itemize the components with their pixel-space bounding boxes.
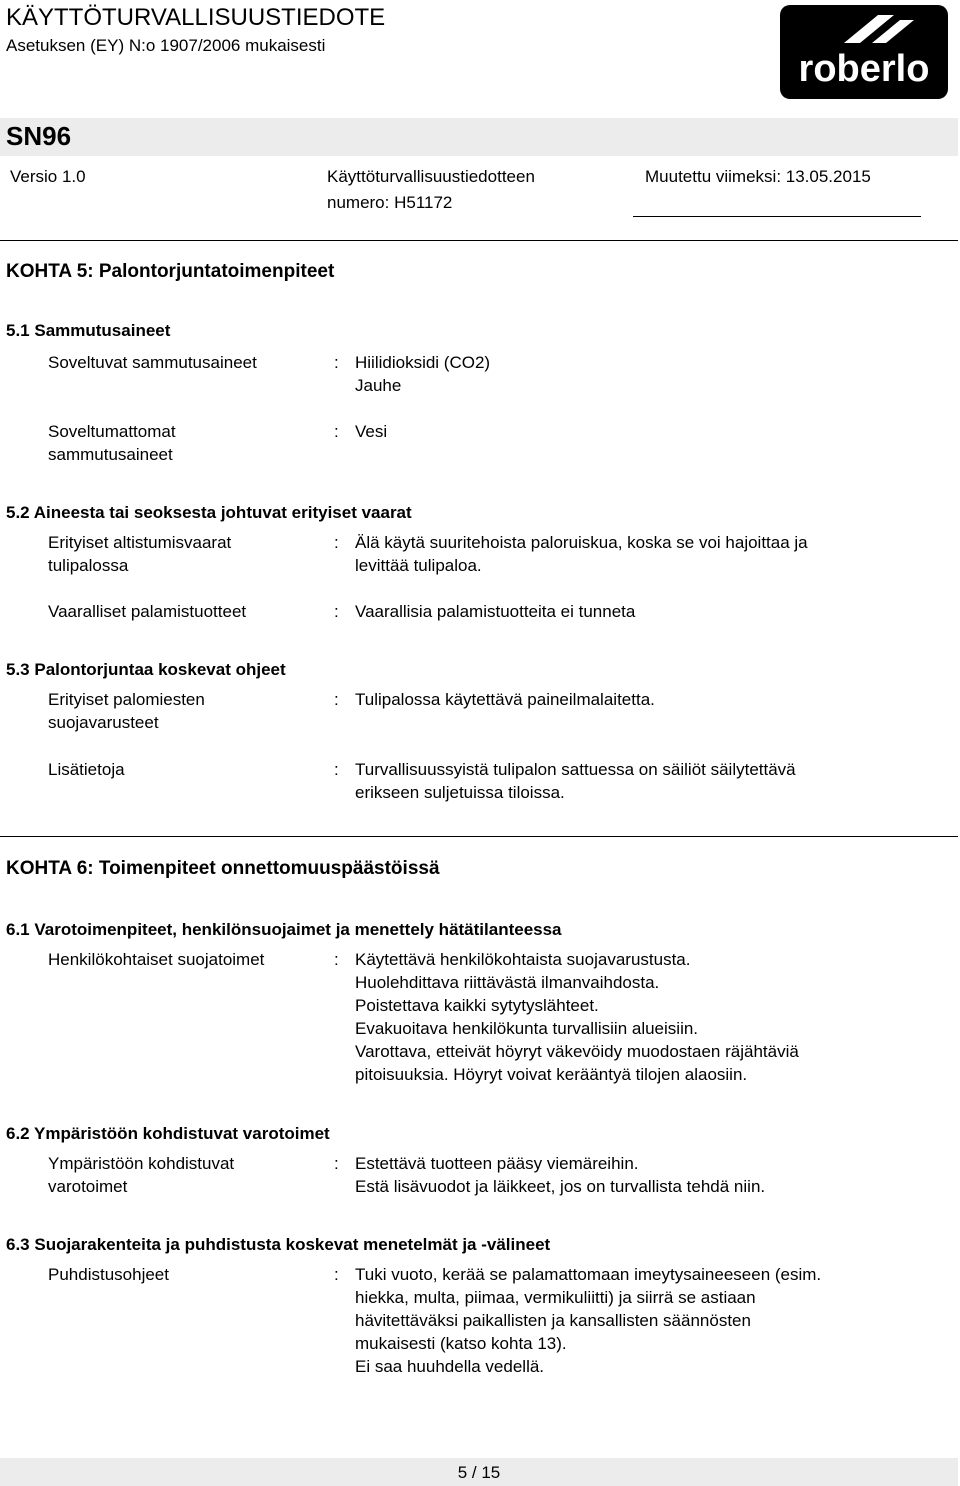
field-value-special-hazards: Älä käytä suuritehoista paloruiskua, koska se voi hajoittaa ja levittää tulipaloa. [355,533,808,575]
field-colon: : [334,533,339,552]
field-label-combustion-products: Vaaralliset palamistuotteet [48,602,247,621]
field-colon: : [334,690,339,709]
page-number: 5 / 15 [457,1463,501,1482]
header-divider [0,240,958,241]
subsection-5-2-title: 5.2 Aineesta tai seoksesta johtuvat erityiset vaarat [6,503,412,522]
field-label-cleaning-methods: Puhdistusohjeet [48,1265,169,1284]
field-colon: : [334,760,339,779]
subsection-6-2-title: 6.2 Ympäristöön kohdistuvat varotoimet [6,1124,330,1143]
document-title: KÄYTTÖTURVALLISUUSTIEDOTE [6,4,386,31]
field-value-suitable-media: Hiilidioksidi (CO2) Jauhe [355,353,491,395]
field-colon: : [334,1265,339,1284]
section-5-title: KOHTA 5: Palontorjuntatoimenpiteet [6,261,335,282]
field-label-unsuitable-media: Soveltumattomat sammutusaineet [48,422,176,464]
field-colon: : [334,1154,339,1173]
field-value-combustion-products: Vaarallisia palamistuotteita ei tunneta [355,602,636,621]
field-value-environmental-precautions: Estettävä tuotteen pääsy viemäreihin. Estä lisävuodot ja läikkeet, jos on turvallista tehdä niin. [355,1154,766,1196]
field-label-further-info: Lisätietoja [48,760,125,779]
sds-number: numero: H51172 [327,193,453,212]
field-label-protective-equipment: Erityiset palomiesten suojavarusteet [48,690,205,732]
version: Versio 1.0 [10,167,86,186]
document-subtitle: Asetuksen (EY) N:o 1907/2006 mukaisesti [6,36,326,55]
field-label-environmental-precautions: Ympäristöön kohdistuvat varotoimet [48,1154,235,1196]
roberlo-logo [780,5,948,99]
subsection-6-3-title: 6.3 Suojarakenteita ja puhdistusta koskevat menetelmät ja -välineet [6,1235,551,1254]
product-band [0,118,958,156]
field-label-personal-precautions: Henkilökohtaiset suojatoimet [48,950,265,969]
field-value-protective-equipment: Tulipalossa käytettävä paineilmalaitetta. [355,690,655,709]
field-colon: : [334,602,339,621]
section-divider [0,836,958,837]
field-label-suitable-media: Soveltuvat sammutusaineet [48,353,257,372]
field-value-personal-precautions: Käytettävä henkilökohtaista suojavarustusta. Huolehdittava riittävästä ilmanvaihdosta. Poistettava kaikki sytytyslähteet. Evakuoitava henkilökunta turvallisiin alueisiin. Varottava, etteivät höyryt väkevöidy muodostaen räjähtäviä pitoisuuksia. Höyryt voivat kerääntyä tilojen alaosiin. [355,950,799,1084]
logo-text: roberlo [798,48,930,90]
revision-date: Muutettu viimeksi: 13.05.2015 [645,167,871,186]
field-label-special-hazards: Erityiset altistumisvaarat tulipalossa [48,533,232,575]
subsection-5-3-title: 5.3 Palontorjuntaa koskevat ohjeet [6,660,286,679]
section-6-title: KOHTA 6: Toimenpiteet onnettomuuspäästöissä [6,858,440,879]
subsection-5-1-title: 5.1 Sammutusaineet [6,321,171,340]
revision-underline [633,216,921,217]
field-colon: : [334,950,339,969]
product-code: SN96 [6,121,72,151]
subsection-6-1-title: 6.1 Varotoimenpiteet, henkilönsuojaimet ja menettely hätätilanteessa [6,920,562,939]
sds-label: Käyttöturvallisuustiedotteen [327,167,535,186]
field-colon: : [334,422,339,441]
field-value-unsuitable-media: Vesi [355,422,388,441]
field-colon: : [334,353,339,372]
field-value-further-info: Turvallisuussyistä tulipalon sattuessa on säiliöt säilytettävä erikseen suljetuissa tiloissa. [355,760,796,802]
field-value-cleaning-methods: Tuki vuoto, kerää se palamattomaan imeytysaineeseen (esim. hiekka, multa, piimaa, vermikuliitti) ja siirrä se astiaan hävitettäväksi paikallisten ja kansallisten säännösten mukaisesti (katso kohta 13). Ei saa huuhdella vedellä. [355,1265,822,1376]
